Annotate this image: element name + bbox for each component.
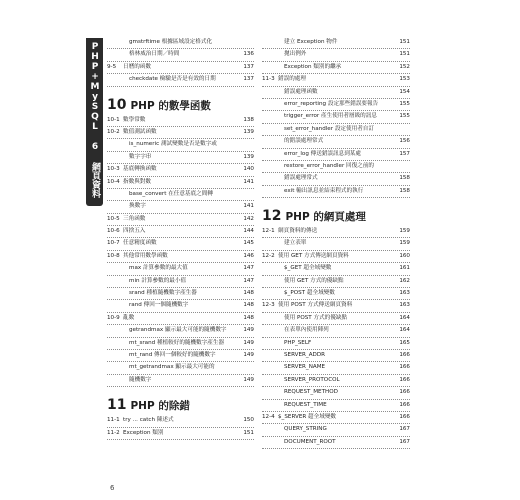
toc-entry [262,375,410,387]
entry-title: 建立 Exception 物件 [284,39,338,45]
toc-entry [107,115,254,127]
entry-title: 使用 GET 方式傳送網頁資料 [278,252,349,259]
entry-page-number: 148 [242,313,254,324]
entry-title: getrandmax 顯示最大可能的隨機數字 [129,327,227,334]
toc-entry [262,87,410,99]
entry-page-number: 166 [398,375,410,386]
section-number: 12-1 [262,228,275,235]
entry-page-number: 136 [242,49,254,60]
toc-entry [262,99,410,111]
chapter-number: 12 [262,208,282,225]
entry-title: 日曆的函數 [123,63,151,70]
toc-entry [262,37,410,49]
toc-left-column [107,37,254,440]
chapter-heading [107,387,254,415]
entry-title: 格林威治日期／時間 [129,51,180,58]
entry-page-number: 166 [398,400,410,411]
entry-page-number: 159 [398,238,410,249]
entry-title: srand 種植隨機數字產生器 [129,290,197,297]
entry-page-number: 151 [242,428,254,439]
section-number: 9-5 [107,63,117,70]
entry-page-number: 164 [398,313,410,324]
entry-title: DOCUMENT_ROOT [284,438,336,445]
entry-title: rand 傳回一個隨機數字 [129,302,189,309]
entry-title: min 計算參數的最小值 [129,277,187,284]
toc-entry [107,139,254,151]
entry-page-number: 148 [242,300,254,311]
entry-page-number: 158 [398,186,410,197]
chapter-number: 11 [107,397,127,414]
entry-title: 網頁資料的傳送 [278,228,318,235]
toc-entry [262,338,410,350]
toc-entry [107,214,254,226]
toc-entry [262,186,410,198]
entry-title: PHP_SELF [284,339,312,346]
toc-entry [262,437,410,449]
toc-entry [262,173,410,185]
toc-entry [262,161,410,173]
toc-entry [107,415,254,427]
toc-entry [107,238,254,250]
toc-entry [262,149,410,161]
entry-title: gmstrftime 根據區域設定格式化 [129,39,213,45]
entry-page-number: 145 [242,238,254,249]
toc-entry [262,276,410,288]
section-number: 10-8 [107,252,120,259]
section-number: 11-2 [107,429,120,436]
entry-page-number: 151 [398,49,410,60]
entry-page-number: 164 [398,325,410,336]
entry-title: $_GET 超全域變數 [284,265,332,272]
toc-entry [107,338,254,350]
entry-title: REQUEST_METHOD [284,389,338,396]
entry-title: $_SERVER 超全域變數 [278,413,337,420]
entry-title: trigger_error 產生使用者層級的訊息 [284,113,377,120]
toc-entry [107,325,254,337]
toc-entry [262,62,410,74]
entry-page-number: 137 [242,62,254,73]
section-number: 10-5 [107,215,120,222]
toc-entry [262,111,410,123]
entry-page-number: 158 [398,173,410,184]
toc-entry [107,300,254,312]
entry-page-number: 162 [398,276,410,287]
chapter-title: PHP 的數學函數 [130,99,211,112]
entry-title: mt_srand 種植較好的隨機數字產生器 [129,339,225,346]
entry-page-number: 163 [398,288,410,299]
section-number: 10-2 [107,128,120,135]
entry-page-number: 137 [242,74,254,85]
section-number: 10-7 [107,240,120,247]
entry-title: try ... catch 陳述式 [123,417,174,424]
toc-entry [262,412,410,424]
entry-page-number: 152 [398,62,410,73]
toc-entry [262,124,410,136]
entry-title: 使用 GET 方式的優缺點 [284,277,344,284]
toc-entry [262,350,410,362]
entry-title: base_convert 在任意基底之間轉 [129,190,213,197]
entry-title: Exception 類別 [123,429,164,436]
toc-entry [107,226,254,238]
toc-entry [262,74,410,86]
entry-page-number: 149 [242,375,254,386]
section-number: 10-6 [107,228,120,235]
entry-title: 的錯誤處理常式 [284,138,324,145]
toc-entry [262,362,410,374]
entry-page-number: 166 [398,412,410,423]
entry-page-number: 166 [398,362,410,373]
entry-title: SERVER_ADDR [284,351,326,358]
entry-page-number: 148 [242,288,254,299]
entry-title: restore_error_handler 回復之前的 [284,162,375,169]
entry-title: 亂數 [123,314,135,321]
entry-title: Exception 類別的繼承 [284,63,342,70]
entry-page-number: 146 [242,251,254,262]
entry-title: QUERY_STRING [284,426,327,433]
toc-entry [262,300,410,312]
toc-entry [107,201,254,213]
section-number: 10-4 [107,178,120,185]
toc-right-column [262,37,410,449]
toc-entry [107,189,254,201]
entry-page-number: 142 [242,214,254,225]
toc-entry [107,362,254,374]
entry-title: exit 輸出訊息並結束程式的執行 [284,187,364,194]
entry-title: 錯誤的處理 [278,76,306,83]
toc-entry [107,177,254,189]
entry-page-number: 155 [398,99,410,110]
toc-entry [262,238,410,250]
entry-title: 在表單內使用陣列 [284,327,329,334]
section-number: 12-2 [262,252,275,259]
toc-entry [262,400,410,412]
entry-title: 三角函數 [123,215,146,222]
toc-entry [107,62,254,74]
entry-title: error_log 傳送錯誤訊息到某處 [284,150,361,157]
entry-page-number: 144 [242,226,254,237]
entry-page-number: 155 [398,111,410,122]
entry-page-number: 166 [398,350,410,361]
toc-entry [262,49,410,61]
section-number: 10-9 [107,314,120,321]
entry-title: 任意精度函數 [123,240,157,247]
section-number: 10-1 [107,116,120,123]
toc-entry [107,375,254,387]
entry-page-number: 167 [398,437,410,448]
entry-page-number: 147 [242,263,254,274]
entry-title: 使用 POST 方式的優缺點 [284,314,348,321]
entry-page-number: 157 [398,149,410,160]
entry-title: checkdate 檢驗是否是有效的日期 [129,76,216,83]
entry-title: set_error_handler 設定使用者自訂 [284,125,374,132]
entry-page-number: 149 [242,350,254,361]
toc-entry [262,313,410,325]
chapter-title: PHP 的網頁處理 [285,211,366,224]
toc-entry [107,127,254,139]
toc-entry [262,288,410,300]
entry-page-number: 165 [398,338,410,349]
chapter-heading [107,87,254,115]
toc-entry [262,387,410,399]
toc-entry [262,263,410,275]
toc-entry [107,37,254,49]
chapter-heading [262,198,410,226]
entry-page-number: 167 [398,424,410,435]
toc-entry [107,152,254,164]
entry-title: REQUEST_TIME [284,401,327,408]
toc-entry [262,136,410,148]
entry-title: SERVER_PROTOCOL [284,376,340,383]
entry-title: 數字字串 [129,153,152,160]
entry-page-number: 166 [398,387,410,398]
section-number: 10-3 [107,166,120,173]
chapter-title: PHP 的除錯 [130,400,190,413]
entry-page-number: 139 [242,127,254,138]
toc-entry [107,263,254,275]
toc-entry [262,424,410,436]
entry-page-number: 160 [398,251,410,262]
toc-entry [262,226,410,238]
section-number: 11-1 [107,417,120,424]
entry-page-number: 161 [398,263,410,274]
entry-title: SERVER_NAME [284,364,326,371]
entry-title: $_POST 超全域變數 [284,290,335,297]
entry-title: 使用 POST 方式傳送網頁資料 [278,302,353,309]
entry-page-number: 149 [242,325,254,336]
toc-entry [107,350,254,362]
entry-title: 錯誤處理函數 [284,88,318,95]
entry-page-number: 147 [242,276,254,287]
entry-title: max 計算參數的最大值 [129,265,188,272]
toc-entry [262,325,410,337]
entry-title: 換數字 [129,203,146,210]
page-number: 6 [110,484,115,492]
toc-entry [107,164,254,176]
chapter-number: 10 [107,96,127,113]
toc-entry [107,49,254,61]
book-spine-title: PHP+MySQL 6 網頁資料庫程式設計演繹 [73,42,100,198]
toc-entry [107,74,254,86]
book-spine-tab [73,38,103,206]
toc-entry [107,288,254,300]
entry-page-number: 139 [242,152,254,163]
entry-title: 建立表單 [284,240,307,247]
entry-title: 基底轉換函數 [123,166,157,173]
entry-page-number: 156 [398,136,410,147]
toc-entry [107,251,254,263]
toc-entry [107,276,254,288]
entry-page-number: 141 [242,201,254,212]
entry-page-number: 154 [398,87,410,98]
toc-entry [262,251,410,263]
entry-page-number: 153 [398,74,410,85]
entry-title: mt_rand 傳回一個較好的隨機數字 [129,351,216,358]
entry-title: 指數與對數 [123,178,151,185]
entry-title: error_reporting 設定那些錯誤要報告 [284,100,379,107]
section-number: 12-3 [262,302,275,309]
entry-title: 其他常用數學函數 [123,252,168,259]
entry-page-number: 138 [242,115,254,126]
entry-page-number: 149 [242,338,254,349]
section-number: 11-3 [262,76,275,83]
entry-page-number: 140 [242,164,254,175]
entry-title: 隨機數字 [129,376,152,383]
entry-title: 四捨五入 [123,228,146,235]
entry-page-number: 163 [398,300,410,311]
entry-title: mt_getrandmax 顯示最大可能的 [129,364,215,371]
toc-entry [107,313,254,325]
entry-title: 拋出例外 [284,51,307,58]
entry-page-number: 159 [398,226,410,237]
section-number: 12-4 [262,413,275,420]
entry-title: is_numeric 測試變數是否是數字或 [129,141,217,148]
entry-page-number: 151 [398,37,410,48]
entry-page-number: 141 [242,177,254,188]
entry-title: 錯誤處理常式 [284,175,318,182]
toc-entry [107,428,254,440]
entry-title: 數學常數 [123,116,146,123]
entry-page-number: 150 [242,415,254,426]
entry-title: 數值測試函數 [123,128,157,135]
